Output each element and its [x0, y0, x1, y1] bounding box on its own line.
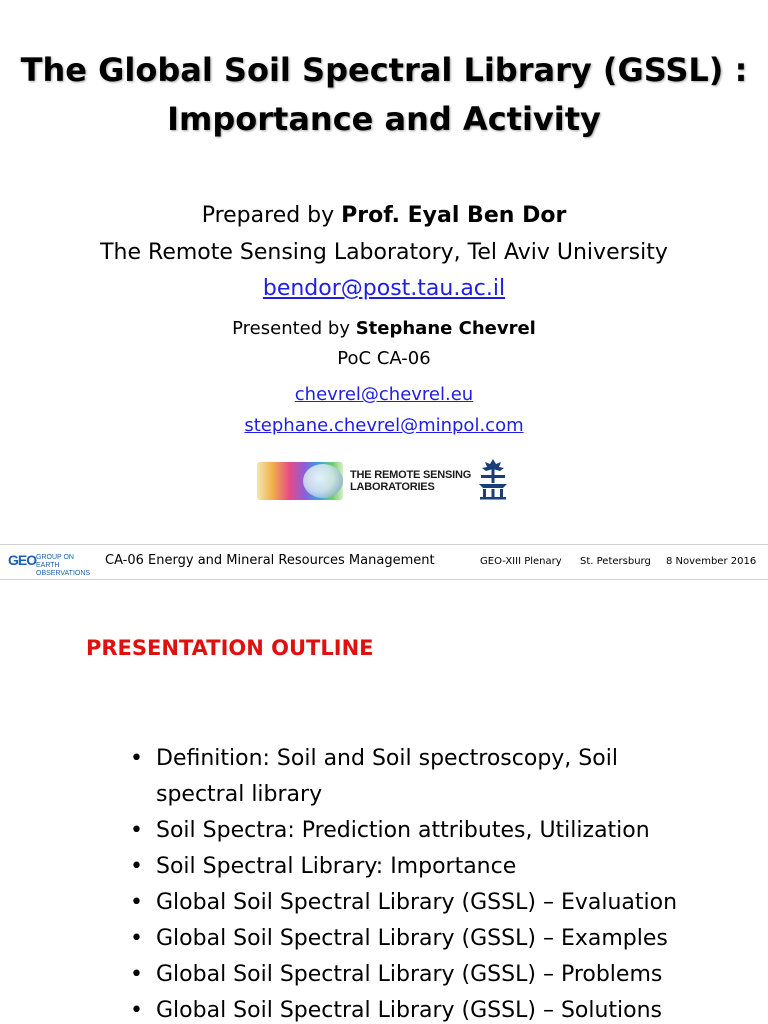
prepared-by-name: Prof. Eyal Ben Dor [341, 203, 567, 228]
email-link-bendor-text[interactable]: bendor@post.tau.ac.il [262, 276, 506, 301]
outline-list [130, 741, 760, 1024]
geo-logo-word: GEO [8, 552, 37, 568]
slide-title [0, 46, 768, 144]
list-item: • Definition: Soil and Soil spectroscopy, Soil spectral library [130, 741, 760, 813]
geo-logo [8, 552, 91, 577]
globe-icon [303, 464, 343, 498]
email-link-chevrel-text[interactable]: chevrel@chevrel.eu [294, 384, 474, 405]
prepared-by-line [0, 203, 768, 228]
prepared-by-prefix: Prepared by [201, 203, 342, 228]
list-item: • Global Soil Spectral Library (GSSL) – Evaluation [130, 885, 760, 921]
list-item: • Soil Spectral Library: Importance [130, 849, 760, 885]
outline-heading: PRESENTATION OUTLINE [86, 636, 374, 660]
remote-sensing-logo-text: THE REMOTE SENSING LABORATORIES [350, 469, 472, 493]
geo-logo-subtitle: GROUP ON EARTH OBSERVATIONS [36, 554, 91, 577]
footer-plenary: GEO-XIII Plenary [480, 556, 562, 567]
slide-title-line-1: The Global Soil Spectral Library (GSSL) : [20, 51, 748, 89]
poc-label: PoC CA-06 [337, 348, 431, 369]
list-item: • Global Soil Spectral Library (GSSL) – Solutions [130, 993, 760, 1024]
presented-by-line [0, 318, 768, 339]
lab-affiliation: The Remote Sensing Laboratory, Tel Aviv University [100, 240, 668, 265]
footer-city: St. Petersburg [580, 556, 651, 567]
email-link-chevrel[interactable] [0, 384, 768, 405]
slide-footer [0, 544, 768, 580]
footer-title: CA-06 Energy and Mineral Resources Management [105, 553, 435, 568]
email-link-minpol[interactable] [0, 415, 768, 436]
footer-date: 8 November 2016 [666, 556, 757, 567]
university-emblem-icon [473, 458, 513, 500]
remote-sensing-logo [257, 458, 519, 500]
slide-title-line-2: Importance and Activity [167, 100, 601, 138]
list-item: • Soil Spectra: Prediction attributes, Utilization [130, 813, 760, 849]
email-link-minpol-text[interactable]: stephane.chevrel@minpol.com [244, 415, 524, 436]
list-item: • Global Soil Spectral Library (GSSL) – Examples [130, 921, 760, 957]
email-link-bendor[interactable] [0, 276, 768, 301]
presented-by-name: Stephane Chevrel [355, 318, 536, 339]
presented-by-prefix: Presented by [232, 318, 356, 339]
list-item: • Global Soil Spectral Library (GSSL) – Problems [130, 957, 760, 993]
